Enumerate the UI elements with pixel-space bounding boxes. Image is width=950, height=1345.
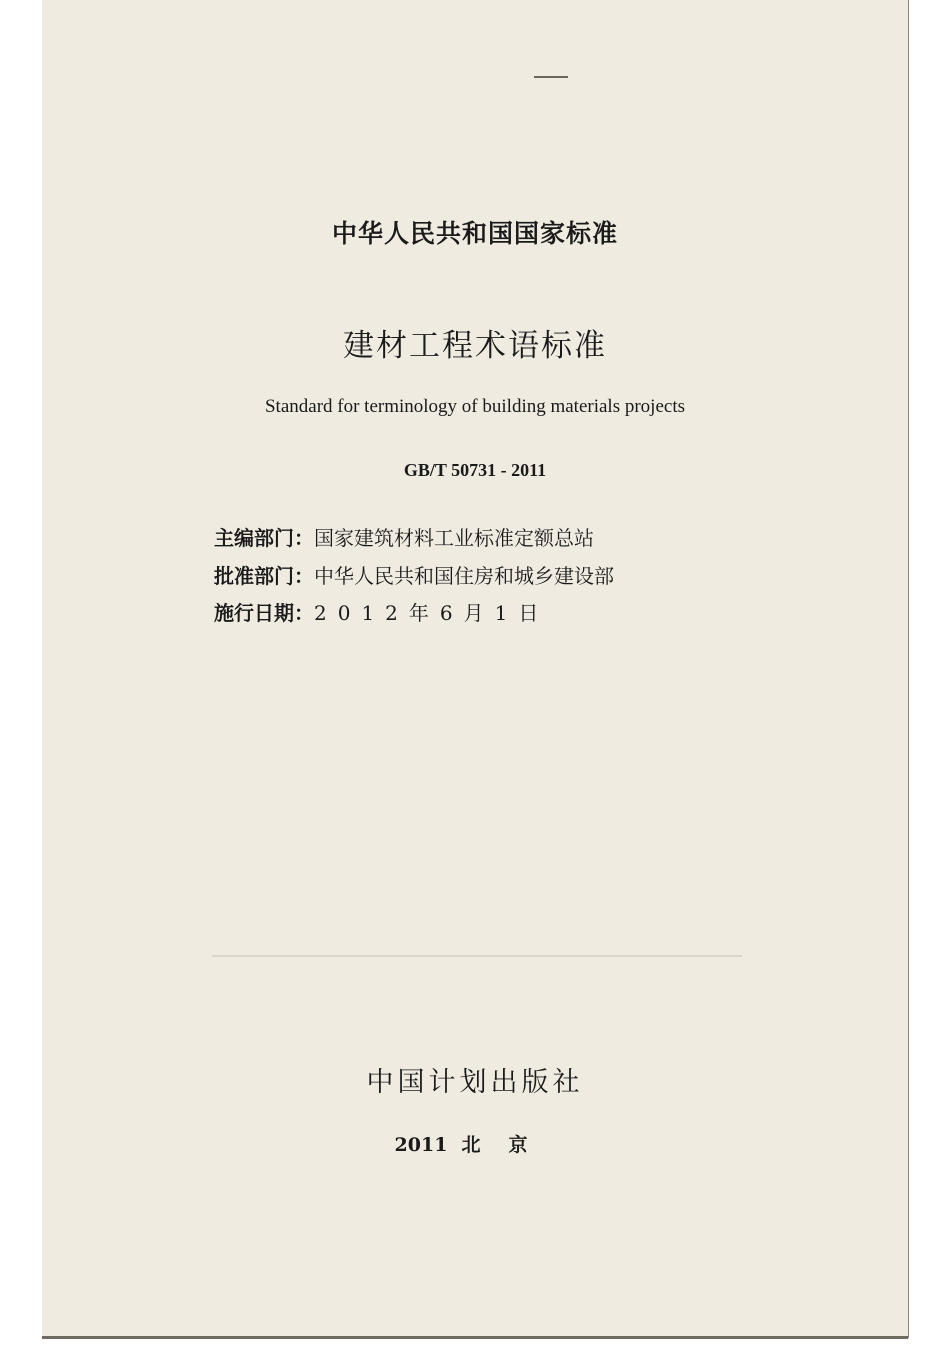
editor-row <box>214 522 594 551</box>
bleed-through-rule <box>212 955 742 957</box>
page-bottom-edge <box>42 1336 908 1339</box>
standard-series-heading: 中华人民共和国国家标准 <box>331 219 618 248</box>
standard-code: GB/T 50731 - 2011 <box>403 460 547 480</box>
approver-row <box>214 560 614 589</box>
editor-value: 国家建筑材料工业标准定额总站 <box>314 526 594 550</box>
title-chinese: 建材工程术语标准 <box>343 328 607 364</box>
publication-year: 2011 <box>394 1134 448 1156</box>
document-page <box>42 0 909 1338</box>
top-dash-mark <box>534 76 568 78</box>
approver-label: 批准部门： <box>214 564 314 588</box>
editor-label: 主编部门： <box>214 526 314 550</box>
publication-place <box>42 1130 908 1157</box>
approver-value: 中华人民共和国住房和城乡建设部 <box>314 564 614 588</box>
effective-date-row <box>214 597 549 626</box>
effective-date-value: 2012年6月1日 <box>314 601 550 625</box>
publication-city: 北京 <box>461 1134 556 1156</box>
effective-date-label: 施行日期： <box>214 601 314 625</box>
title-english: Standard for terminology of building materials projects <box>264 396 685 417</box>
publisher-name: 中国计划出版社 <box>366 1067 584 1098</box>
